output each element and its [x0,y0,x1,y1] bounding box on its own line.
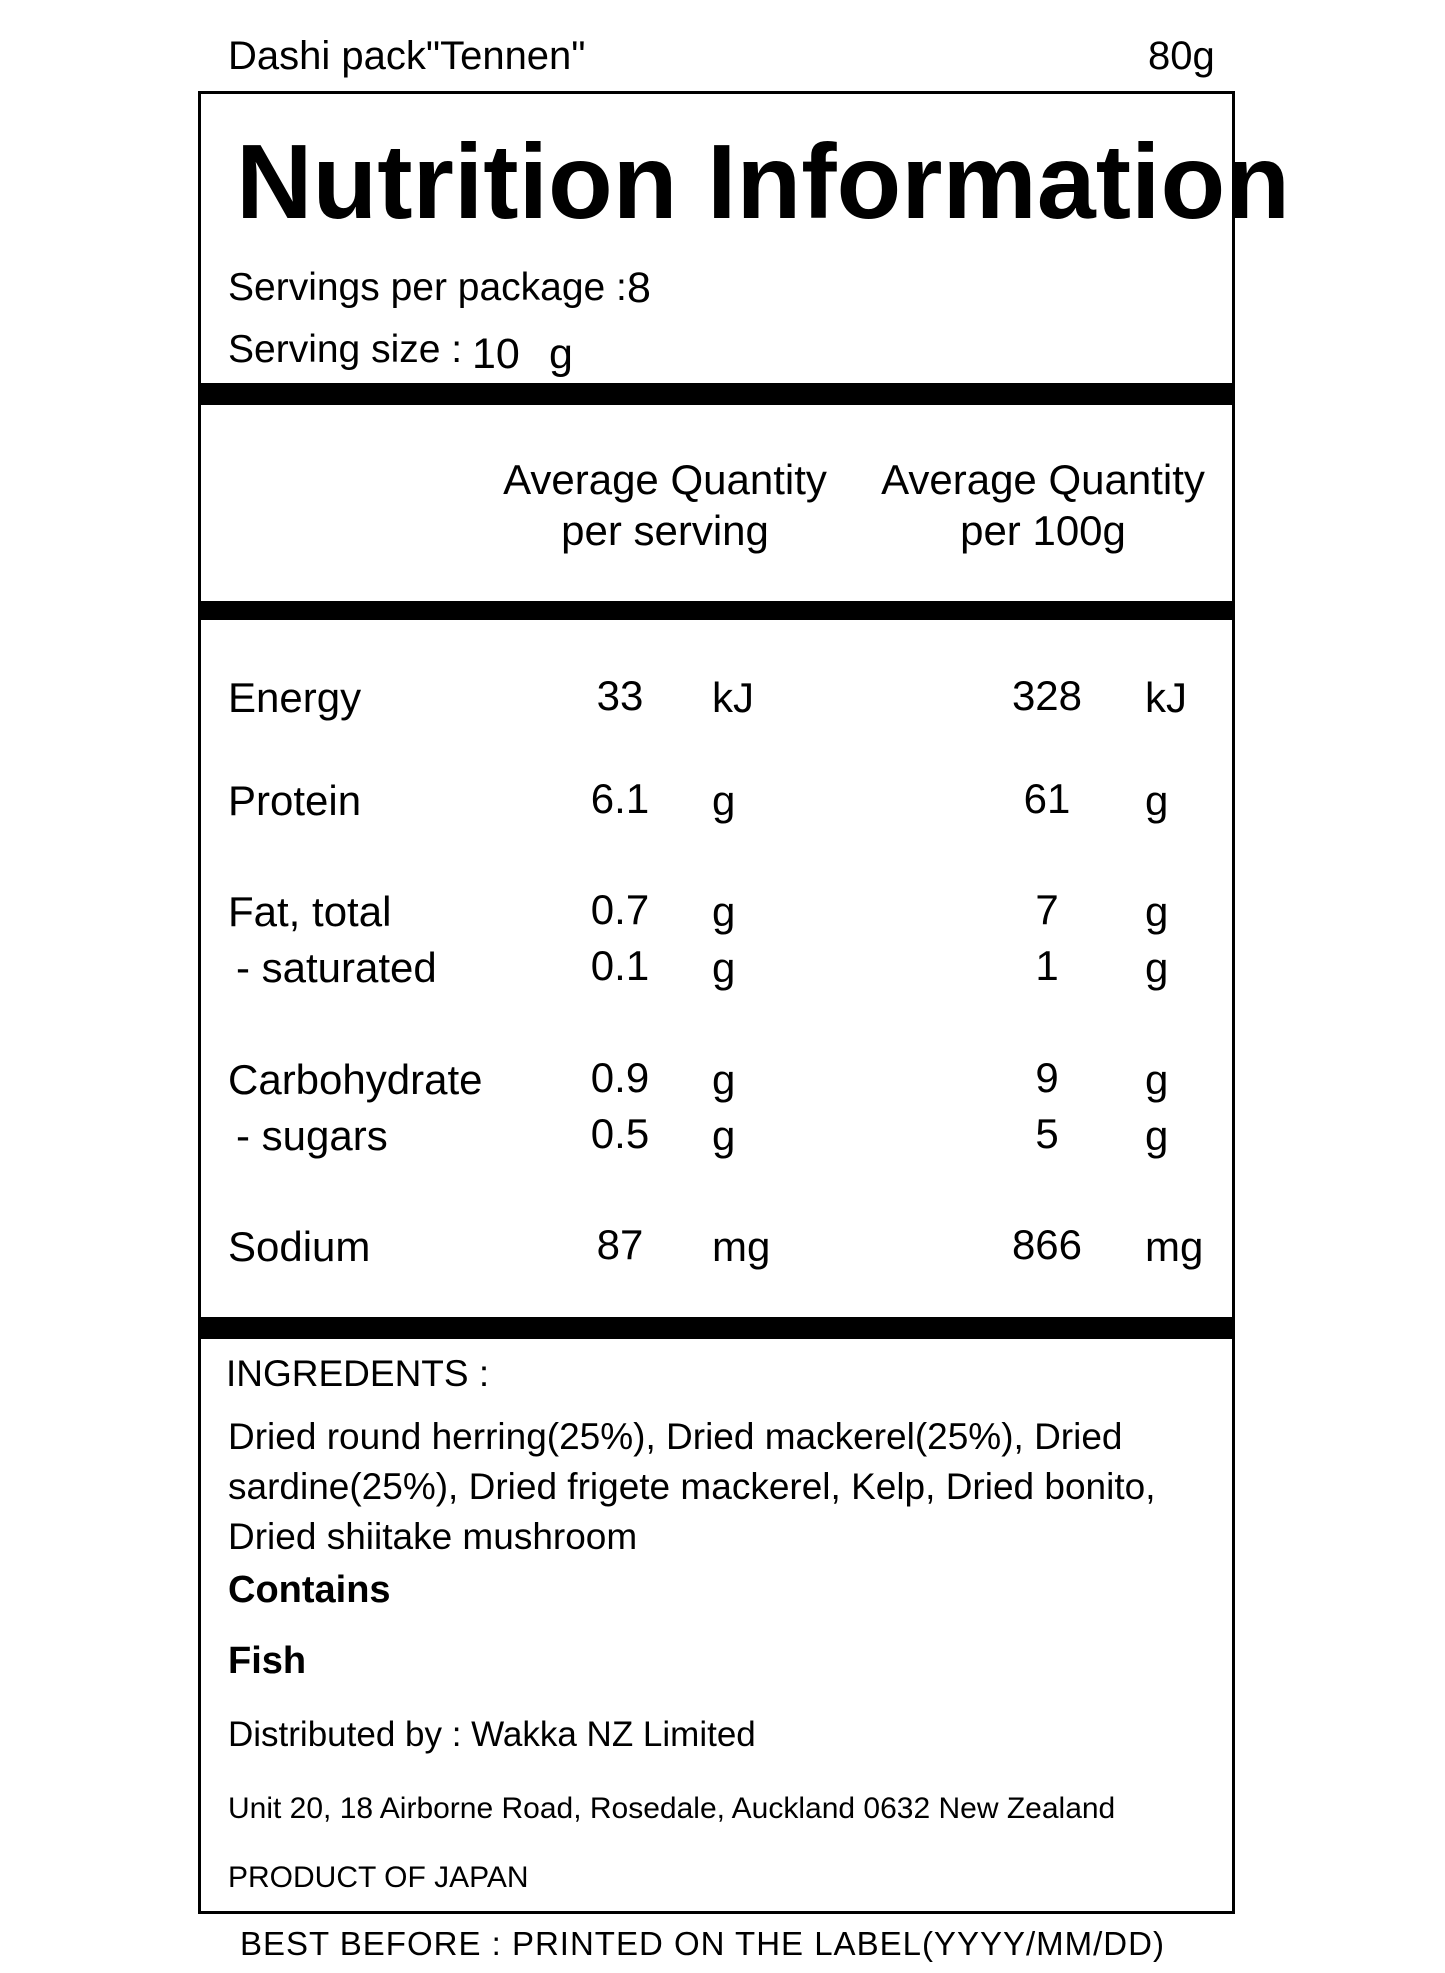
nutrient-serving-value: 33 [596,672,644,719]
ingredients-heading: INGREDENTS : [226,1353,490,1394]
nutrient-name: Sodium [228,1223,371,1270]
nutrient-serving-value: 0.7 [590,886,650,933]
column-heading-line: Average Quantity [881,456,1205,503]
column-heading-line: per 100g [960,507,1126,554]
divider-thick [198,1317,1235,1339]
serving-size-value: 10 [472,330,520,378]
column-heading-per-100g [868,454,1218,556]
country-of-origin: PRODUCT OF JAPAN [228,1861,529,1894]
nutrient-serving-unit: kJ [712,674,754,721]
nutrient-per100-value: 61 [1023,775,1071,822]
contains-label: Contains [228,1569,391,1611]
nutrient-serving-unit: g [712,1056,736,1103]
servings-per-package-value: 8 [627,264,651,312]
address: Unit 20, 18 Airborne Road, Rosedale, Auckland 0632 New Zealand [228,1792,1116,1825]
nutrient-name: Carbohydrate [228,1056,483,1103]
nutrient-serving-unit: g [712,888,736,935]
nutrient-per100-unit: mg [1145,1223,1204,1270]
nutrient-serving-value: 0.5 [590,1110,650,1157]
best-before: BEST BEFORE : PRINTED ON THE LABEL(YYYY/MM/DD) [240,1925,1165,1962]
column-heading-line: per serving [561,507,769,554]
nutrient-serving-value: 0.1 [590,942,650,989]
nutrient-per100-value: 866 [1011,1221,1083,1268]
nutrient-per100-value: 7 [1035,886,1059,933]
column-heading-line: Average Quantity [503,456,827,503]
nutrient-per100-unit: g [1145,888,1169,935]
distributor: Distributed by : Wakka NZ Limited [228,1715,756,1754]
nutrient-name: Protein [228,777,362,824]
nutrient-per100-value: 5 [1035,1110,1059,1157]
product-name: Dashi pack"Tennen" [228,34,586,78]
nutrient-per100-unit: g [1145,777,1169,824]
nutrient-per100-unit: g [1145,944,1169,991]
nutrient-name: Energy [228,674,362,721]
nutrient-serving-value: 6.1 [590,775,650,822]
nutrient-serving-value: 0.9 [590,1054,650,1101]
nutrient-per100-unit: kJ [1145,674,1187,721]
contains-value: Fish [228,1640,307,1682]
panel-title: Nutrition Information [236,123,1290,241]
nutrient-per100-value: 1 [1035,942,1059,989]
ingredients-line: sardine(25%), Dried frigete mackerel, Kelp, Dried bonito, [228,1466,1156,1507]
nutrient-name: - sugars [236,1112,388,1159]
nutrient-per100-value: 328 [1011,672,1083,719]
nutrient-serving-unit: g [712,1112,736,1159]
nutrient-serving-unit: mg [712,1223,771,1270]
servings-per-package-label: Servings per package : [228,266,627,309]
serving-size-unit: g [549,330,573,378]
nutrient-serving-unit: g [712,777,736,824]
net-weight: 80g [1148,34,1215,78]
ingredients-line: Dried shiitake mushroom [228,1516,638,1557]
ingredients-line: Dried round herring(25%), Dried mackerel(25%), Dried [228,1416,1123,1457]
serving-size-label: Serving size : [228,328,463,371]
nutrient-name: Fat, total [228,888,392,935]
divider-thick [198,383,1235,405]
nutrient-name: - saturated [236,944,437,991]
nutrient-per100-unit: g [1145,1056,1169,1103]
divider-thick [198,601,1235,620]
column-heading-per-serving [490,454,840,556]
nutrient-per100-unit: g [1145,1112,1169,1159]
nutrient-serving-value: 87 [596,1221,644,1268]
nutrient-serving-unit: g [712,944,736,991]
nutrient-per100-value: 9 [1035,1054,1059,1101]
